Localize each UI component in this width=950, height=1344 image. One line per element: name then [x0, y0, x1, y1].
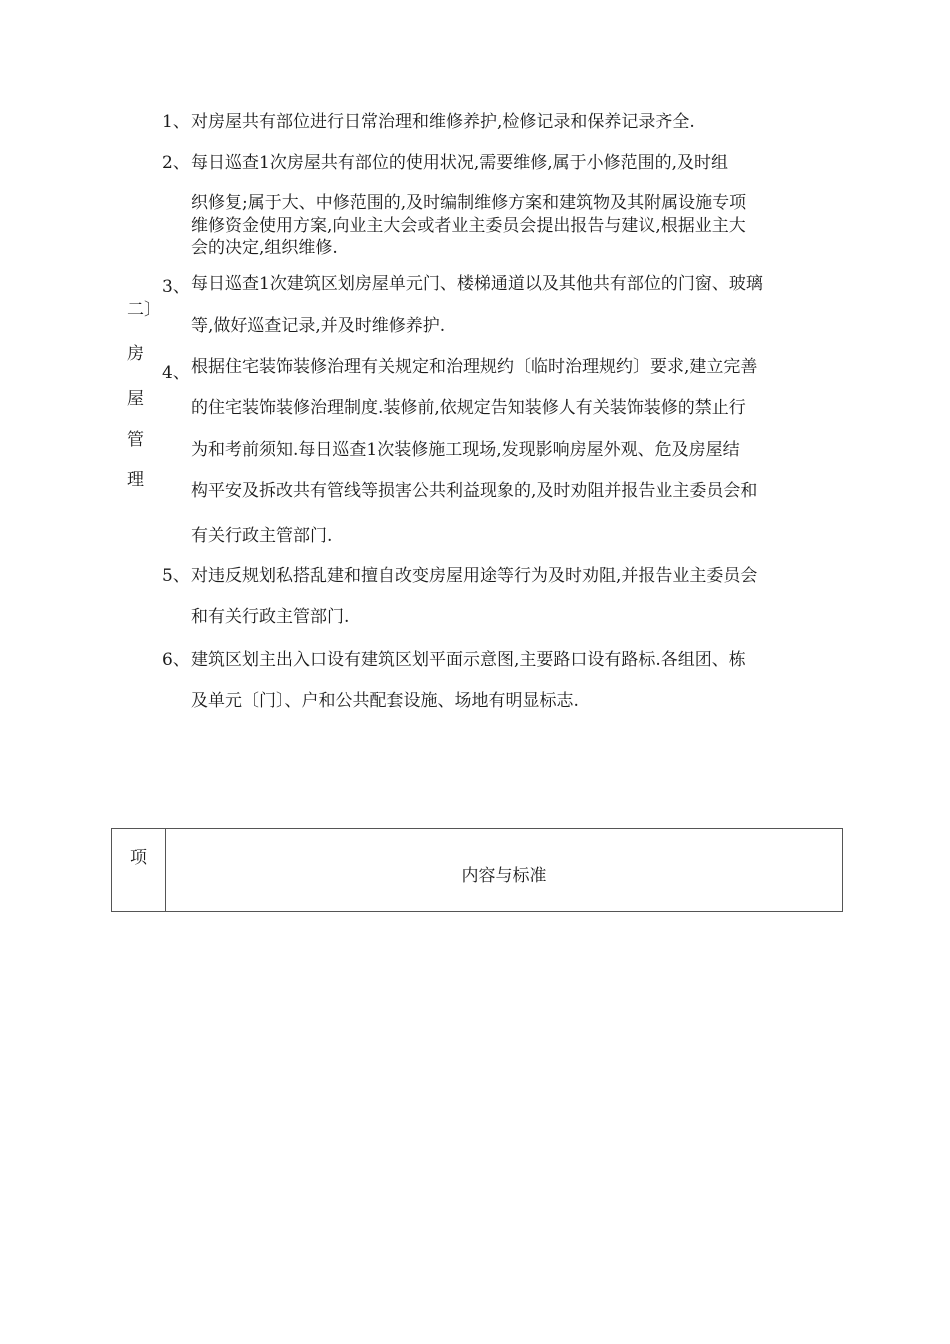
table-header-content: 内容与标准	[461, 866, 547, 886]
item-4-line-4: 构平安及拆改共有管线等损害公共利益现象的,及时劝阻并报告业主委员会和	[191, 481, 758, 501]
item-5-number: 5、	[162, 566, 190, 586]
item-2-number: 2、	[162, 153, 190, 173]
item-5-line-1: 对违反规划私搭乱建和擅自改变房屋用途等行为及时劝阻,并报告业主委员会	[191, 566, 758, 586]
section-marker: 二〕	[127, 300, 161, 320]
table-header-item: 项	[130, 848, 147, 868]
item-4-line-5: 有关行政主管部门.	[191, 526, 333, 546]
item-4-line-3: 为和考前须知.每日巡查1次装修施工现场,发现影响房屋外观、危及房屋结	[191, 440, 740, 460]
item-4-number: 4、	[162, 363, 190, 383]
item-2-line-4: 会的决定,组织维修.	[191, 238, 338, 258]
section-title-char-3: 管	[127, 430, 144, 450]
item-6-line-1: 建筑区划主出入口设有建筑区划平面示意图,主要路口设有路标.各组团、栋	[191, 650, 746, 670]
item-4-line-2: 的住宅装饰装修治理制度.装修前,依规定告知装修人有关装饰装修的禁止行	[191, 398, 746, 418]
item-3-line-2: 等,做好巡查记录,并及时维修养护.	[191, 316, 446, 336]
item-1-number: 1、	[162, 112, 190, 132]
item-2-line-3: 维修资金使用方案,向业主大会或者业主委员会提出报告与建议,根据业主大	[191, 216, 746, 236]
standards-table	[111, 828, 843, 912]
item-2-line-1: 每日巡查1次房屋共有部位的使用状况,需要维修,属于小修范围的,及时组	[191, 153, 729, 173]
item-4-line-1: 根据住宅装饰装修治理有关规定和治理规约〔临时治理规约〕要求,建立完善	[191, 357, 758, 377]
item-3-line-1: 每日巡查1次建筑区划房屋单元门、楼梯通道以及其他共有部位的门窗、玻璃	[191, 274, 763, 294]
item-5-line-2: 和有关行政主管部门.	[191, 607, 350, 627]
item-3-number: 3、	[162, 277, 190, 297]
item-6-line-2: 及单元〔门〕、户和公共配套设施、场地有明显标志.	[191, 691, 579, 711]
section-title-char-1: 房	[127, 344, 144, 364]
item-2-line-2: 织修复;属于大、中修范围的,及时编制维修方案和建筑物及其附属设施专项	[191, 193, 747, 213]
section-title-char-4: 理	[127, 470, 144, 490]
section-title-char-2: 屋	[127, 389, 144, 409]
item-6-number: 6、	[162, 650, 190, 670]
item-1-line-1: 对房屋共有部位进行日常治理和维修养护,检修记录和保养记录齐全.	[191, 112, 695, 132]
